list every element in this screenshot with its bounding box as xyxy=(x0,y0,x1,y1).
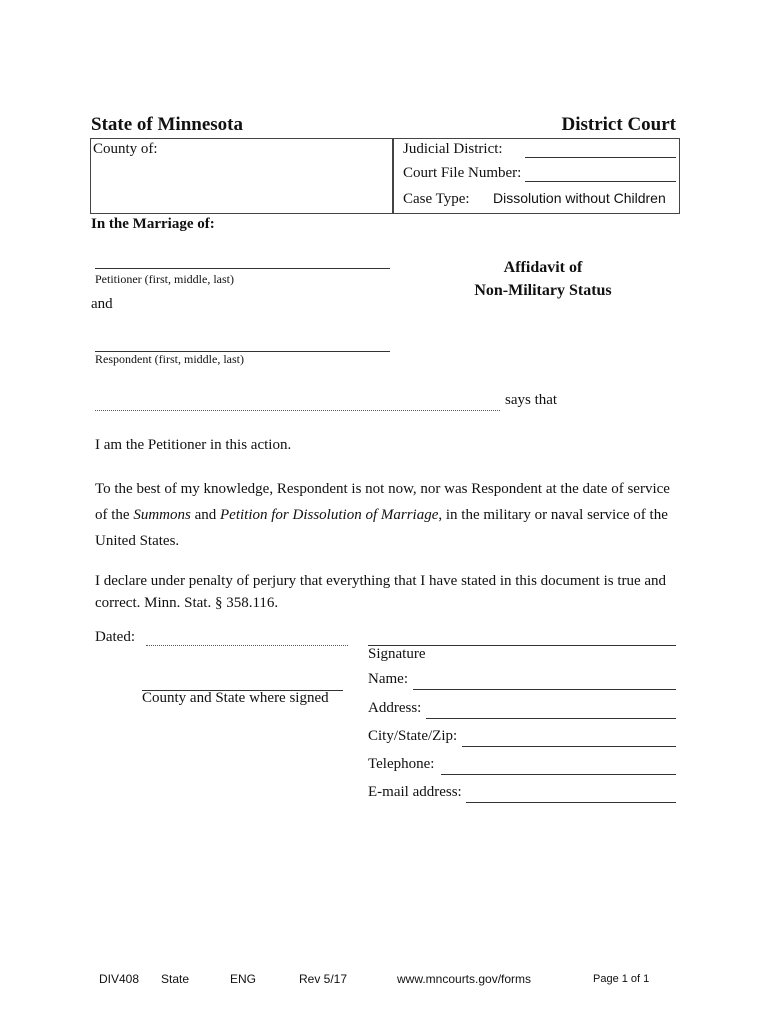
footer-language: ENG xyxy=(230,972,257,986)
case-type-value: Dissolution without Children xyxy=(493,190,666,206)
footer-page-number: Page 1 of 1 xyxy=(593,973,650,985)
petitioner-name-field[interactable] xyxy=(95,268,390,269)
county-label: County of: xyxy=(93,141,158,157)
footer-url[interactable]: www.mncourts.gov/forms xyxy=(397,972,532,986)
signature-label: Signature xyxy=(368,646,426,662)
says-that-text: says that xyxy=(505,392,558,408)
respondent-caption: Respondent (first, middle, last) xyxy=(95,352,244,366)
document-title xyxy=(430,256,656,302)
address-label: Address: xyxy=(368,700,422,716)
footer-state: State xyxy=(161,972,190,986)
telephone-label: Telephone: xyxy=(368,756,435,772)
email-field[interactable] xyxy=(466,802,676,803)
state-title: State of Minnesota xyxy=(91,114,243,135)
footer-revision: Rev 5/17 xyxy=(299,972,348,986)
judicial-district-field[interactable] xyxy=(525,157,676,158)
footer-form-id: DIV408 xyxy=(99,972,140,986)
city-state-zip-field[interactable] xyxy=(462,746,676,747)
non-military-statement: To the best of my knowledge, Respondent is not now, nor was Respondent at the date of service of the Summons and Petition for Dissolution of Marriage, in the military or naval service of the United States. xyxy=(95,481,670,549)
petition-term: Petition for Dissolution of Marriage xyxy=(220,507,439,523)
title-line2: Non-Military Status xyxy=(474,282,612,299)
city-state-zip-label: City/State/Zip: xyxy=(368,728,458,744)
telephone-field[interactable] xyxy=(441,774,676,775)
email-label: E-mail address: xyxy=(368,784,462,800)
dated-label: Dated: xyxy=(95,629,135,645)
summons-term: Summons xyxy=(133,507,191,523)
court-file-label: Court File Number: xyxy=(403,165,522,181)
perjury-declaration: I declare under penalty of perjury that everything that I have stated in this document is true and correct. Minn. Stat. § 358.116. xyxy=(95,573,667,611)
marriage-heading: In the Marriage of: xyxy=(91,216,215,232)
case-type-label: Case Type: xyxy=(403,191,470,207)
name-field[interactable] xyxy=(413,689,676,690)
address-field[interactable] xyxy=(426,718,676,719)
judicial-district-label: Judicial District: xyxy=(403,141,503,157)
title-line1: Affidavit of xyxy=(503,259,583,276)
and-text: and xyxy=(91,296,113,312)
dated-field[interactable] xyxy=(146,645,348,646)
name-label: Name: xyxy=(368,671,408,687)
petitioner-statement: I am the Petitioner in this action. xyxy=(95,437,292,453)
affiant-name-field[interactable] xyxy=(95,410,500,411)
county-state-label: County and State where signed xyxy=(142,690,329,706)
petitioner-caption: Petitioner (first, middle, last) xyxy=(95,272,234,286)
court-file-field[interactable] xyxy=(525,181,676,182)
court-title: District Court xyxy=(561,114,676,135)
